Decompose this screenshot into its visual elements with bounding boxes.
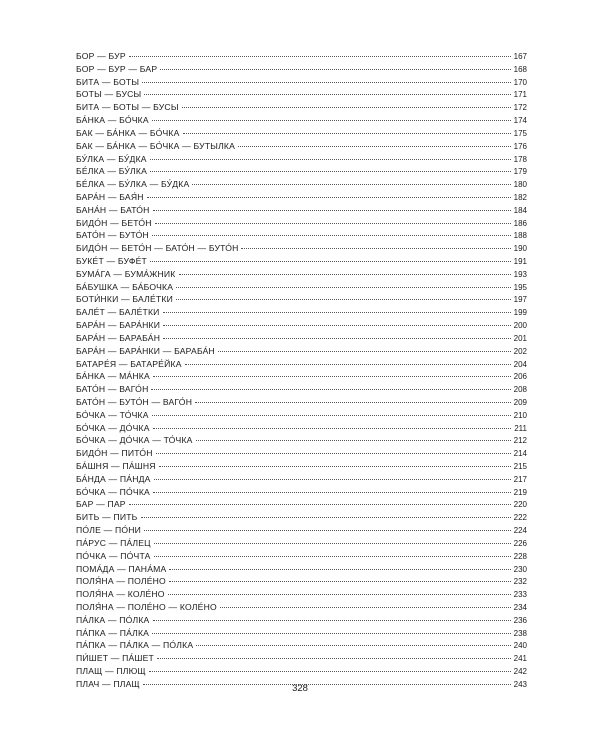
toc-entry-page: 236 xyxy=(513,615,527,625)
toc-entry xyxy=(76,550,527,563)
toc-entry-page: 209 xyxy=(513,397,527,407)
toc-entry-page: 176 xyxy=(513,141,527,151)
toc-entry-title: БИТЬ — ПИТЬ xyxy=(76,512,138,523)
toc-entry-title: БА́ШНЯ — ПА́ШНЯ xyxy=(76,461,156,471)
toc-entry xyxy=(76,217,527,230)
toc-entry xyxy=(76,460,527,473)
toc-entry-title: БОТЫ — БУСЫ xyxy=(76,89,142,100)
toc-entry-page: 172 xyxy=(513,103,527,113)
toc-entry-page: 212 xyxy=(513,436,527,446)
toc-entry xyxy=(76,396,527,409)
toc-entry-title: БИДО́Н — БЕТО́Н xyxy=(76,217,152,228)
toc-entry-title: БАРА́Н — БАЯ́Н xyxy=(76,191,144,202)
toc-entry xyxy=(76,268,527,281)
dot-leader xyxy=(156,453,511,454)
toc-entry-page: 204 xyxy=(513,359,527,369)
toc-entry-title: БО́ЧКА — ДО́ЧКА — ТО́ЧКА xyxy=(76,435,193,446)
toc-entry-page: 240 xyxy=(513,641,527,651)
toc-entry-title: БАК — БА́НКА — БО́ЧКА — БУТЫЛКА xyxy=(76,140,236,151)
dot-leader xyxy=(163,312,511,313)
page-number: 328 xyxy=(292,683,308,694)
dot-leader xyxy=(163,325,511,326)
toc-entry xyxy=(76,153,527,166)
toc-entry-title: БАТО́Н — ВАГО́Н xyxy=(76,384,149,395)
toc-entry-title: БОТИ́НКИ — БАЛЕ́ТКИ xyxy=(76,294,173,305)
toc-entry-page: 193 xyxy=(513,269,527,279)
dot-leader xyxy=(168,594,511,595)
toc-entry-page: 180 xyxy=(513,180,527,190)
dot-leader xyxy=(152,633,511,634)
toc-entry-page: 186 xyxy=(513,218,527,228)
toc-entry-title: ПО́ЧКА — ПО́ЧТА xyxy=(76,550,151,561)
toc-entry-title: БО́ЧКА — ДО́ЧКА xyxy=(76,422,150,433)
toc-entry-page: 210 xyxy=(513,410,527,420)
toc-entry-title: БАЛЕ́Т — БАЛЕ́ТКИ xyxy=(76,307,160,318)
dot-leader xyxy=(192,184,511,185)
toc-entry-title: ПА́ПКА — ПА́ЛКА — ПО́ЛКА xyxy=(76,640,194,651)
dot-leader xyxy=(151,389,511,390)
toc-entry-page: 190 xyxy=(513,244,527,254)
toc-entry-page: 175 xyxy=(513,128,527,138)
toc-entry-page: 242 xyxy=(513,667,527,676)
toc-entry-page: 217 xyxy=(513,474,527,484)
toc-entry xyxy=(76,281,527,294)
toc-entry xyxy=(76,114,527,127)
toc-entry-title: БИДО́Н — ПИТО́Н xyxy=(76,448,153,459)
dot-leader xyxy=(196,440,511,441)
toc-entry-title: ПА́РУС — ПА́ЛЕЦ xyxy=(76,537,151,548)
toc-entry-title: БИТА — БОТЫ xyxy=(76,76,140,87)
dot-leader xyxy=(159,466,511,467)
dot-leader xyxy=(153,210,511,211)
toc-entry-page: 200 xyxy=(513,321,527,331)
toc-entry-page: 174 xyxy=(513,116,527,126)
toc-entry xyxy=(76,409,527,422)
toc-entry xyxy=(76,563,527,576)
toc-entry-page: 182 xyxy=(513,192,527,202)
toc-entry xyxy=(76,178,527,191)
toc-entry-page: 232 xyxy=(513,577,527,587)
dot-leader xyxy=(163,338,511,339)
dot-leader xyxy=(150,261,511,262)
toc-entry-title: БЕ́ЛКА — БУ́ЛКА — БУ́ДКА xyxy=(76,179,190,190)
toc-entry-title: ПИ́ШЕТ — ПА́ШЕТ xyxy=(76,653,154,664)
dot-leader xyxy=(176,287,511,288)
toc-entry xyxy=(76,639,527,652)
toc-entry-page: 233 xyxy=(513,590,527,600)
toc-entry-page: 184 xyxy=(513,205,527,215)
dot-leader xyxy=(150,171,511,172)
dot-leader xyxy=(218,351,511,352)
toc-entry-page: 202 xyxy=(513,346,527,356)
toc-entry xyxy=(76,229,527,242)
toc-entry-title: БИТА — БОТЫ — БУСЫ xyxy=(76,102,179,113)
dot-leader xyxy=(241,248,511,249)
table-of-contents xyxy=(76,50,527,691)
dot-leader xyxy=(153,620,512,621)
dot-leader xyxy=(150,159,511,160)
toc-entry-title: БАТО́Н — БУТО́Н xyxy=(76,230,149,241)
toc-entry-page: 241 xyxy=(513,654,527,664)
toc-entry-title: БА́БУШКА — БА́БОЧКА xyxy=(76,281,174,292)
toc-entry xyxy=(76,88,527,101)
toc-entry-title: БУМА́ГА — БУМА́ЖНИК xyxy=(76,268,176,279)
toc-entry xyxy=(76,434,527,447)
dot-leader xyxy=(169,569,511,570)
toc-entry xyxy=(76,601,527,614)
dot-leader xyxy=(149,671,511,672)
toc-entry xyxy=(76,422,527,435)
dot-leader xyxy=(153,376,511,377)
toc-entry-title: БАК — БА́НКА — БО́ЧКА xyxy=(76,127,180,138)
toc-entry-title: БЕ́ЛКА — БУ́ЛКА xyxy=(76,166,147,177)
toc-entry-title: БАТАРЕ́Я — БАТАРЕ́ЙКА xyxy=(76,358,182,369)
toc-entry-page: 228 xyxy=(513,551,527,561)
toc-entry-page: 243 xyxy=(513,679,527,689)
dot-leader xyxy=(160,69,511,70)
toc-entry xyxy=(76,383,527,396)
toc-entry-page: 238 xyxy=(513,628,527,638)
dot-leader xyxy=(238,146,511,147)
dot-leader xyxy=(152,120,511,121)
toc-entry xyxy=(76,588,527,601)
toc-entry-page: 201 xyxy=(513,333,527,343)
toc-entry-page: 220 xyxy=(513,500,527,510)
toc-entry-page: 214 xyxy=(513,449,527,459)
dot-leader xyxy=(144,530,511,531)
toc-entry-title: БА́НДА — ПА́НДА xyxy=(76,473,151,484)
toc-entry-page: 179 xyxy=(513,167,527,177)
toc-entry-title: БАР — ПАР xyxy=(76,499,126,510)
toc-entry-title: БУКЕ́Т — БУФЕ́Т xyxy=(76,256,147,266)
dot-leader xyxy=(129,504,511,505)
dot-leader xyxy=(147,197,511,198)
dot-leader xyxy=(195,402,511,403)
toc-entry-title: БАРА́Н — БАРА́НКИ xyxy=(76,320,161,331)
toc-entry-title: БОР — БУР xyxy=(76,51,126,61)
toc-entry-title: БО́ЧКА — ТО́ЧКА xyxy=(76,409,149,420)
toc-entry-title: БАРА́Н — БАРА́НКИ — БАРАБА́Н xyxy=(76,345,215,356)
toc-entry-page: 199 xyxy=(513,308,527,318)
toc-entry xyxy=(76,665,527,678)
dot-leader xyxy=(169,581,511,582)
toc-entry-page: 215 xyxy=(513,462,527,471)
toc-entry xyxy=(76,627,527,640)
toc-entry-page: 219 xyxy=(513,487,527,497)
dot-leader xyxy=(152,415,511,416)
toc-entry xyxy=(76,511,527,524)
toc-entry xyxy=(76,255,527,268)
toc-entry-page: 191 xyxy=(513,257,527,266)
toc-entry xyxy=(76,575,527,588)
toc-entry-page: 224 xyxy=(513,526,527,536)
toc-entry xyxy=(76,204,527,217)
toc-entry-page: 208 xyxy=(513,385,527,395)
dot-leader xyxy=(152,235,511,236)
toc-entry xyxy=(76,165,527,178)
toc-entry-page: 230 xyxy=(513,564,527,574)
toc-entry-title: БА́НКА — БО́ЧКА xyxy=(76,115,149,126)
toc-entry-title: ПЛАЩ — ПЛЮЩ xyxy=(76,666,146,676)
dot-leader xyxy=(153,492,511,493)
toc-entry-page: 178 xyxy=(513,154,527,164)
toc-entry-title: БА́НКА — МА́НКА xyxy=(76,371,150,382)
toc-entry-title: БО́ЧКА — ПО́ЧКА xyxy=(76,486,150,497)
toc-entry-page: 206 xyxy=(513,372,527,382)
toc-entry xyxy=(76,140,527,153)
toc-entry xyxy=(76,524,527,537)
dot-leader xyxy=(176,299,511,300)
toc-entry-title: БОР — БУР — БАР xyxy=(76,63,158,74)
toc-entry-title: БАНА́Н — БАТО́Н xyxy=(76,204,150,215)
dot-leader xyxy=(155,223,511,224)
toc-entry-page: 222 xyxy=(513,513,527,523)
toc-entry-page: 211 xyxy=(514,423,527,433)
dot-leader xyxy=(142,82,511,83)
toc-entry-title: БУ́ЛКА — БУ́ДКА xyxy=(76,153,147,164)
toc-entry xyxy=(76,358,527,371)
toc-entry-title: ПА́ЛКА — ПО́ЛКА xyxy=(76,614,150,625)
toc-entry-title: ПОМА́ДА — ПАНА́МА xyxy=(76,563,167,574)
toc-entry-title: ПОЛЯ́НА — КОЛЕ́НО xyxy=(76,589,165,600)
toc-entry xyxy=(76,652,527,665)
toc-entry-page: 197 xyxy=(513,295,527,305)
toc-entry-title: БИДО́Н — БЕТО́Н — БАТО́Н — БУТО́Н xyxy=(76,243,239,254)
toc-entry xyxy=(76,486,527,499)
toc-entry-title: ПОЛЯ́НА — ПОЛЕ́НО xyxy=(76,576,166,587)
toc-entry-page: 170 xyxy=(513,77,527,87)
dot-leader xyxy=(183,133,511,134)
toc-entry-page: 234 xyxy=(513,602,527,612)
dot-leader xyxy=(182,107,511,108)
toc-entry-title: БАТО́Н — БУТО́Н — ВАГО́Н xyxy=(76,396,193,407)
toc-entry-page: 168 xyxy=(513,64,527,74)
toc-entry-title: ПО́ЛЕ — ПО́НИ xyxy=(76,525,142,536)
dot-leader xyxy=(144,94,511,95)
dot-leader xyxy=(154,543,511,544)
toc-entry xyxy=(76,370,527,383)
toc-entry-page: 188 xyxy=(513,231,527,241)
toc-entry xyxy=(76,473,527,486)
dot-leader xyxy=(157,658,511,659)
dot-leader xyxy=(220,607,511,608)
toc-entry xyxy=(76,319,527,332)
dot-leader xyxy=(185,364,511,365)
toc-entry xyxy=(76,50,527,63)
toc-entry xyxy=(76,242,527,255)
dot-leader xyxy=(141,517,511,518)
toc-entry xyxy=(76,306,527,319)
toc-entry xyxy=(76,191,527,204)
toc-entry-title: ПЛАЧ — ПЛАЩ xyxy=(76,678,140,689)
toc-entry xyxy=(76,293,527,306)
dot-leader xyxy=(154,556,511,557)
toc-entry-title: ПА́ПКА — ПА́ЛКА xyxy=(76,627,150,638)
dot-leader xyxy=(153,428,511,429)
dot-leader xyxy=(196,645,511,646)
toc-entry-page: 226 xyxy=(513,538,527,548)
toc-entry-title: БАРА́Н — БАРАБА́Н xyxy=(76,332,161,343)
toc-entry-page: 195 xyxy=(513,282,527,292)
toc-entry-page: 167 xyxy=(513,52,527,61)
toc-entry xyxy=(76,537,527,550)
toc-entry xyxy=(76,101,527,114)
toc-entry xyxy=(76,127,527,140)
toc-entry-title: ПОЛЯ́НА — ПОЛЕ́НО — КОЛЕ́НО xyxy=(76,601,217,612)
dot-leader xyxy=(154,479,511,480)
toc-entry-page: 171 xyxy=(513,90,527,100)
toc-entry xyxy=(76,345,527,358)
dot-leader xyxy=(129,56,511,57)
toc-entry xyxy=(76,614,527,627)
dot-leader xyxy=(179,274,512,275)
toc-entry xyxy=(76,332,527,345)
toc-entry xyxy=(76,498,527,511)
toc-entry xyxy=(76,63,527,76)
toc-entry xyxy=(76,447,527,460)
toc-entry xyxy=(76,76,527,89)
